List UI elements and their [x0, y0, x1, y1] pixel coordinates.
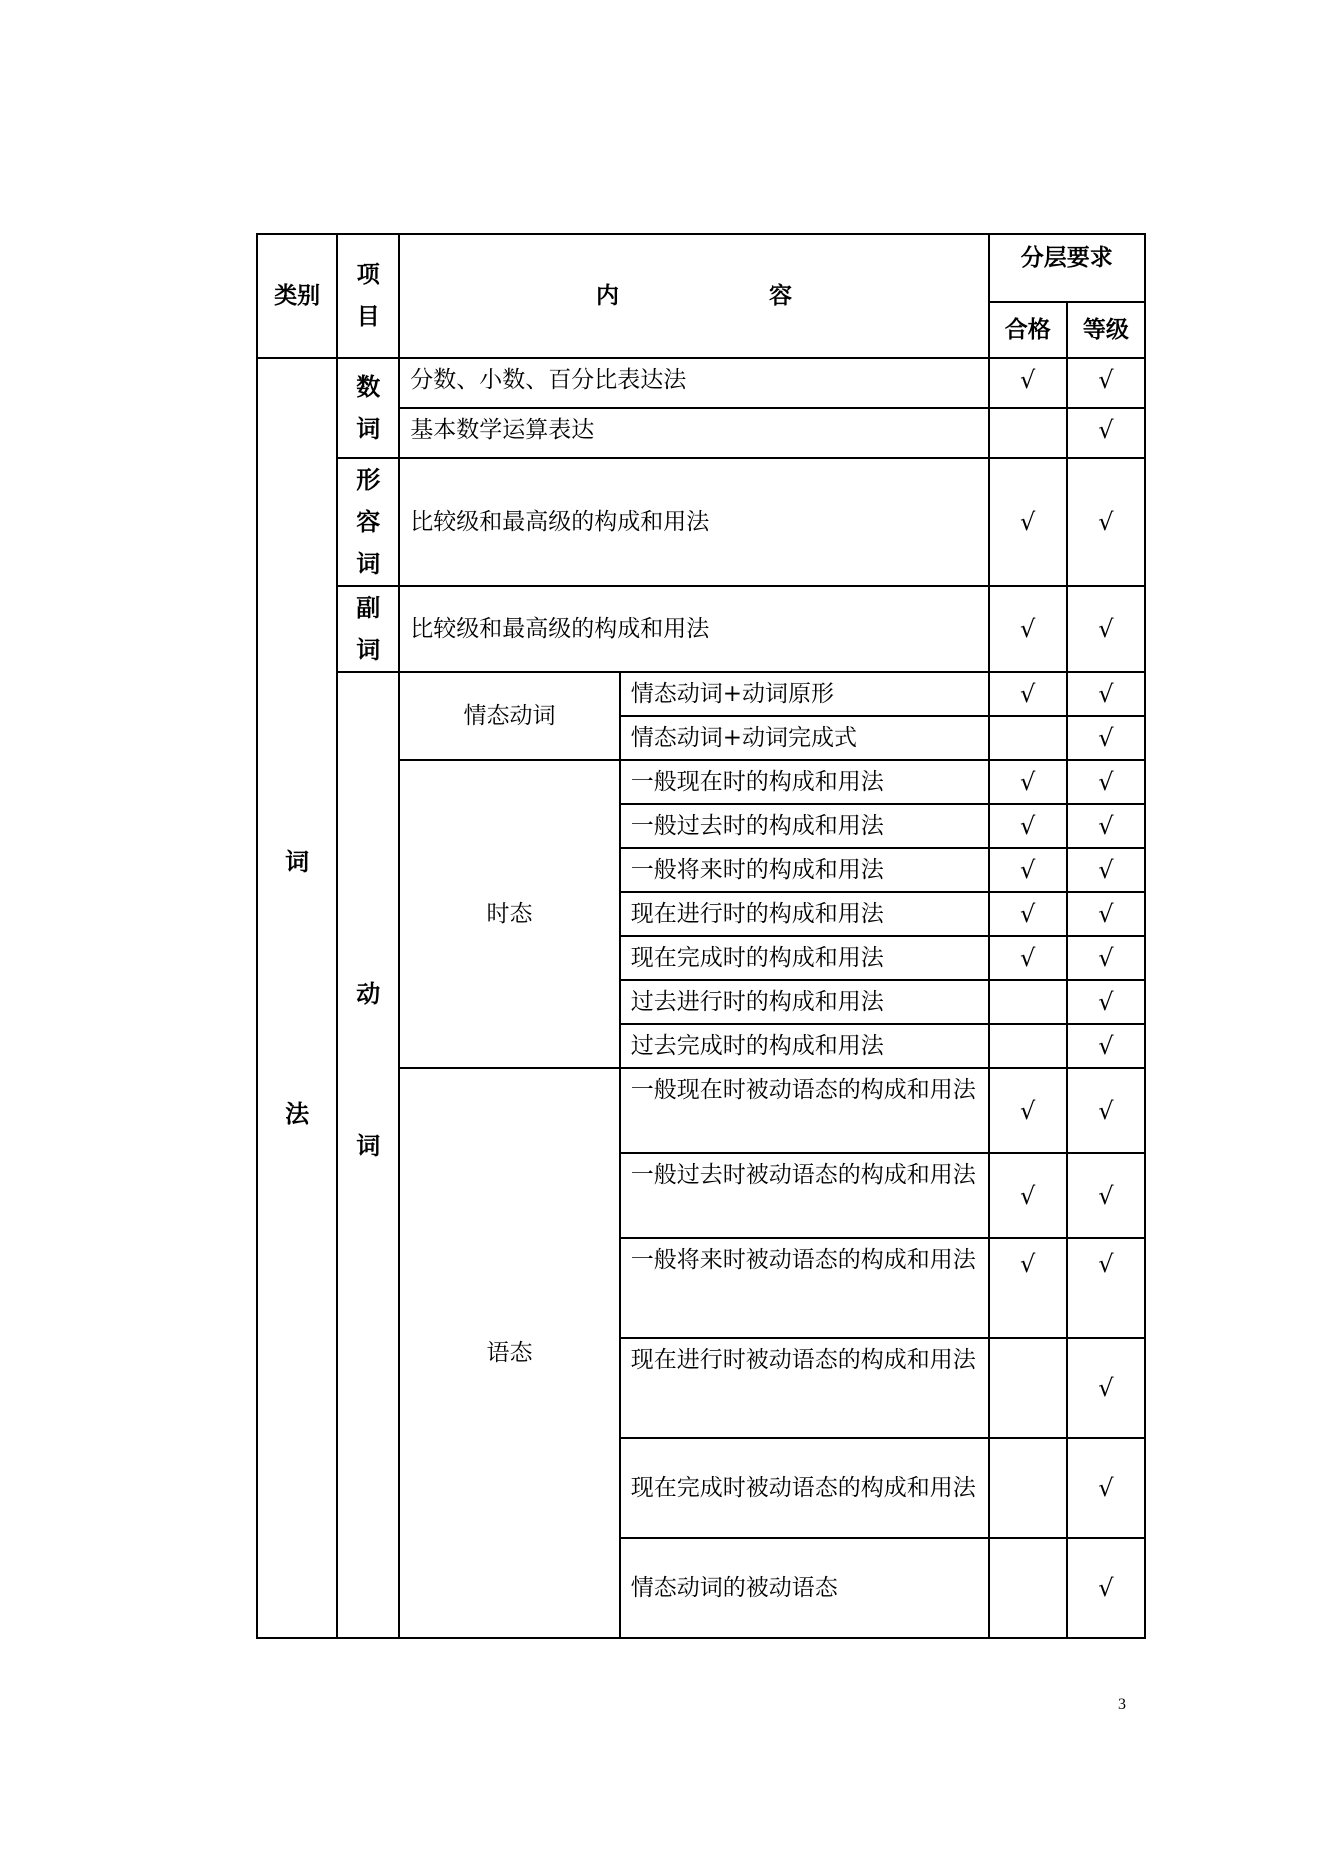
grade-check: √ — [1067, 848, 1145, 892]
category-cell: 词 法 — [257, 358, 337, 1638]
grade-check: √ — [1067, 1538, 1145, 1638]
grade-check: √ — [1067, 892, 1145, 936]
header-category: 类别 — [257, 234, 337, 358]
header-requirement: 分层要求 — [989, 234, 1145, 302]
content-cell: 分数、小数、百分比表达法 — [399, 358, 988, 408]
grade-check: √ — [1067, 1238, 1145, 1338]
table-row — [257, 672, 1145, 716]
pass-check: √ — [989, 760, 1067, 804]
pass-check — [989, 1438, 1067, 1538]
item-numeral: 数 词 — [337, 358, 399, 458]
subgroup-voice: 语态 — [399, 1068, 619, 1638]
table-row — [257, 458, 1145, 586]
content-cell: 比较级和最高级的构成和用法 — [399, 458, 988, 586]
content-cell: 情态动词的被动语态 — [620, 1538, 989, 1638]
header-pass: 合格 — [989, 302, 1067, 358]
pass-check: √ — [989, 458, 1067, 586]
content-cell: 现在进行时被动语态的构成和用法 — [620, 1338, 989, 1438]
item-adverb: 副 词 — [337, 586, 399, 672]
content-cell: 情态动词+动词完成式 — [620, 716, 989, 760]
pass-check: √ — [989, 804, 1067, 848]
grade-check: √ — [1067, 716, 1145, 760]
pass-check: √ — [989, 1068, 1067, 1153]
grade-check: √ — [1067, 586, 1145, 672]
subgroup-tense: 时态 — [399, 760, 619, 1068]
grade-check: √ — [1067, 458, 1145, 586]
pass-check: √ — [989, 1153, 1067, 1238]
pass-check — [989, 1538, 1067, 1638]
item-verb: 动 词 — [337, 672, 399, 1638]
pass-check — [989, 408, 1067, 458]
grade-check: √ — [1067, 804, 1145, 848]
content-cell: 现在完成时的构成和用法 — [620, 936, 989, 980]
grade-check: √ — [1067, 1024, 1145, 1068]
grade-check: √ — [1067, 1153, 1145, 1238]
pass-check — [989, 1024, 1067, 1068]
pass-check: √ — [989, 586, 1067, 672]
pass-check: √ — [989, 936, 1067, 980]
page-number: 3 — [1118, 1696, 1126, 1713]
pass-check: √ — [989, 1238, 1067, 1338]
header-item: 项 目 — [337, 234, 399, 358]
content-cell: 一般现在时被动语态的构成和用法 — [620, 1068, 989, 1153]
pass-check: √ — [989, 672, 1067, 716]
content-cell: 一般过去时的构成和用法 — [620, 804, 989, 848]
content-cell: 一般过去时被动语态的构成和用法 — [620, 1153, 989, 1238]
content-cell: 过去完成时的构成和用法 — [620, 1024, 989, 1068]
grade-check: √ — [1067, 1438, 1145, 1538]
grade-check: √ — [1067, 408, 1145, 458]
pass-check: √ — [989, 848, 1067, 892]
pass-check — [989, 980, 1067, 1024]
grade-check: √ — [1067, 358, 1145, 408]
content-cell: 情态动词+动词原形 — [620, 672, 989, 716]
header-grade: 等级 — [1067, 302, 1145, 358]
grade-check: √ — [1067, 980, 1145, 1024]
content-cell: 现在完成时被动语态的构成和用法 — [620, 1438, 989, 1538]
header-content: 内 容 — [399, 234, 988, 358]
item-adjective: 形 容 词 — [337, 458, 399, 586]
requirements-table — [256, 233, 1146, 1639]
content-cell: 过去进行时的构成和用法 — [620, 980, 989, 1024]
content-cell: 比较级和最高级的构成和用法 — [399, 586, 988, 672]
content-cell: 一般将来时被动语态的构成和用法 — [620, 1238, 989, 1338]
pass-check: √ — [989, 358, 1067, 408]
grade-check: √ — [1067, 1068, 1145, 1153]
content-cell: 一般将来时的构成和用法 — [620, 848, 989, 892]
grade-check: √ — [1067, 672, 1145, 716]
subgroup-modal: 情态动词 — [399, 672, 619, 760]
header-row — [257, 234, 1145, 302]
pass-check: √ — [989, 892, 1067, 936]
table-row — [257, 358, 1145, 408]
grade-check: √ — [1067, 1338, 1145, 1438]
content-cell: 基本数学运算表达 — [399, 408, 988, 458]
grade-check: √ — [1067, 936, 1145, 980]
table-row — [257, 586, 1145, 672]
content-cell: 一般现在时的构成和用法 — [620, 760, 989, 804]
content-cell: 现在进行时的构成和用法 — [620, 892, 989, 936]
grade-check: √ — [1067, 760, 1145, 804]
pass-check — [989, 716, 1067, 760]
pass-check — [989, 1338, 1067, 1438]
